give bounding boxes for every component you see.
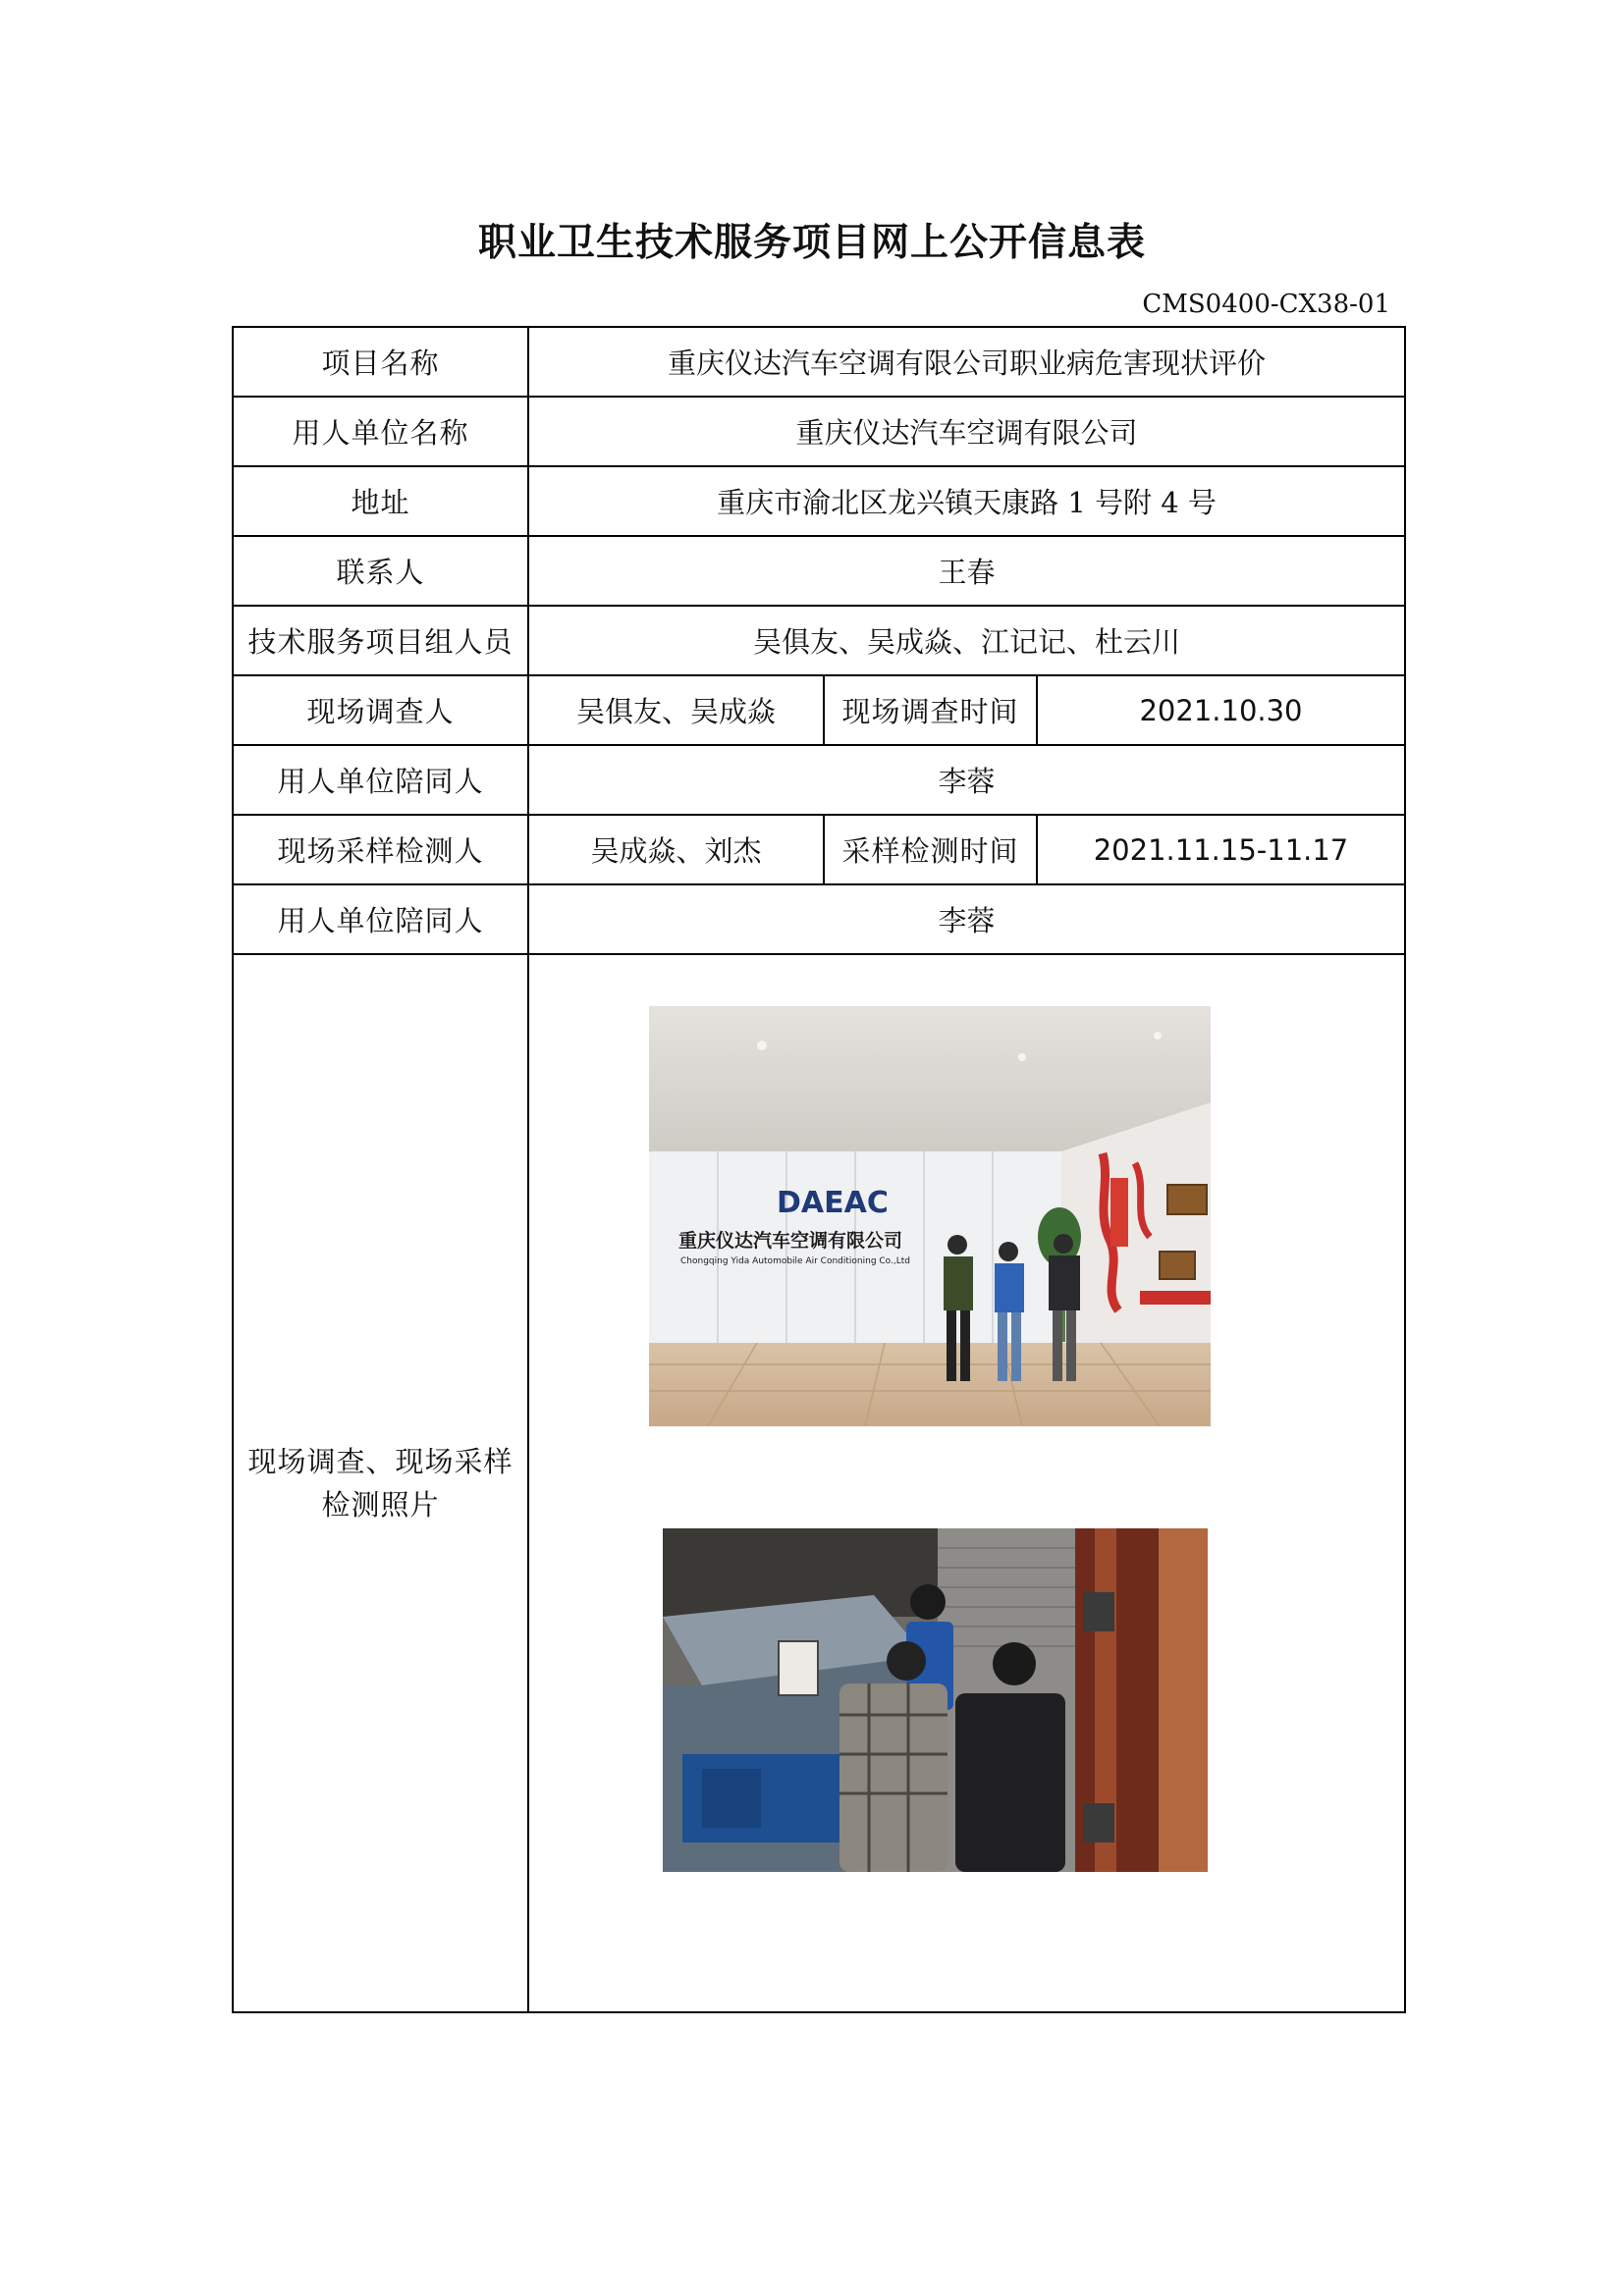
employer-label: 用人单位名称 — [233, 397, 528, 466]
row-accompany-2 — [233, 884, 1405, 954]
address-value: 重庆市渝北区龙兴镇天康路 1 号附 4 号 — [528, 466, 1405, 536]
project-name-value: 重庆仪达汽车空调有限公司职业病危害现状评价 — [528, 327, 1405, 397]
team-label: 技术服务项目组人员 — [233, 606, 528, 675]
accompany-2-label: 用人单位陪同人 — [233, 884, 528, 954]
sampling-time-value: 2021.11.15-11.17 — [1037, 815, 1405, 884]
row-survey — [233, 675, 1405, 745]
photos-label-line2: 检测照片 — [321, 1488, 440, 1522]
row-contact — [233, 536, 1405, 606]
contact-value: 王春 — [528, 536, 1405, 606]
row-accompany-1 — [233, 745, 1405, 815]
photos-cell — [528, 954, 1405, 2012]
survey-time-value: 2021.10.30 — [1037, 675, 1405, 745]
project-name-label: 项目名称 — [233, 327, 528, 397]
site-photo-lobby — [649, 1006, 1211, 1426]
team-value: 吴俱友、吴成焱、江记记、杜云川 — [528, 606, 1405, 675]
photos-label — [233, 954, 528, 2012]
survey-person-value: 吴俱友、吴成焱 — [528, 675, 824, 745]
contact-label: 联系人 — [233, 536, 528, 606]
sampling-person-value: 吴成焱、刘杰 — [528, 815, 824, 884]
row-team — [233, 606, 1405, 675]
lobby-sign-en: Chongqing Yida Automobile Air Conditioning Co.,Ltd — [679, 1256, 910, 1266]
site-photo-sampling — [663, 1528, 1208, 1872]
survey-person-label: 现场调查人 — [233, 675, 528, 745]
row-project-name — [233, 327, 1405, 397]
row-photos — [233, 954, 1405, 2012]
accompany-1-value: 李蓉 — [528, 745, 1405, 815]
row-sampling — [233, 815, 1405, 884]
address-label: 地址 — [233, 466, 528, 536]
survey-time-label: 现场调查时间 — [824, 675, 1037, 745]
lobby-logo-text: DAEAC — [776, 1186, 889, 1220]
accompany-2-value: 李蓉 — [528, 884, 1405, 954]
lobby-sign-cn: 重庆仪达汽车空调有限公司 — [677, 1230, 902, 1252]
info-table — [232, 326, 1406, 2013]
sampling-time-label: 采样检测时间 — [824, 815, 1037, 884]
document-title: 职业卫生技术服务项目网上公开信息表 — [477, 220, 1146, 265]
accompany-1-label: 用人单位陪同人 — [233, 745, 528, 815]
photos-label-line1: 现场调查、现场采样 — [247, 1445, 514, 1478]
sampling-person-label: 现场采样检测人 — [233, 815, 528, 884]
document-code: CMS0400-CX38-01 — [1142, 290, 1390, 319]
row-address — [233, 466, 1405, 536]
row-employer — [233, 397, 1405, 466]
employer-value: 重庆仪达汽车空调有限公司 — [528, 397, 1405, 466]
